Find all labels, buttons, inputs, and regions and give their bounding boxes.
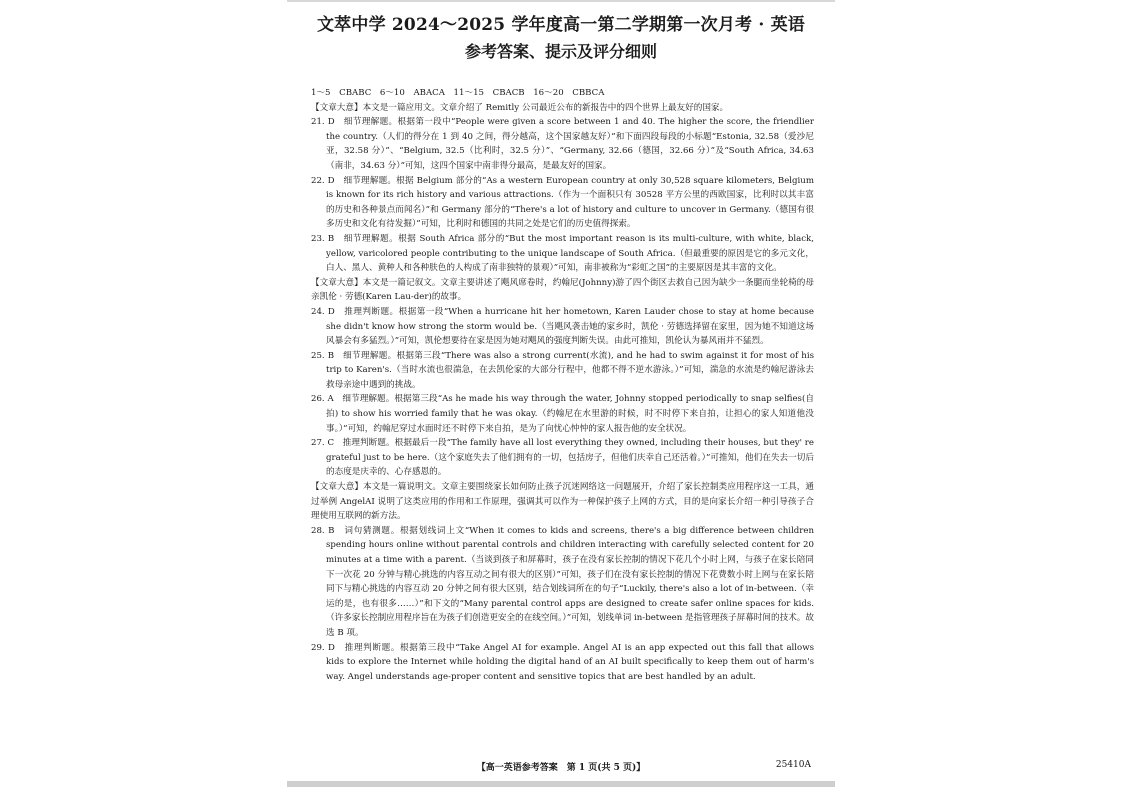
answer-key-line: 1～5 CBABC 6～10 ABACA 11～15 CBACB 16～20 CBBCA [311, 88, 605, 98]
explanation-22: 22. D 细节理解题。根据 Belgium 部分的“As a western European country at only 30,528 square kilometers, Belgium is known for its rich history and various attractions.（作为一个面积只有 30528 平方公里的西欧国家，比利时以其丰富的历史和各种景点而闻名）”和 Germany 部分的“There's a lot of history and culture to uncover in Germany.（德国有很多历史和文化有待发掘）”可知，比利时和德国的共同之处是它们的历史值得探索。 [311, 175, 814, 230]
passage-summary-c: 【文章大意】本文是一篇说明文。文章主要围绕家长如何防止孩子沉迷网络这一问题展开，介绍了家长控制类应用程序这一工具，通过举例 AngelAI 说明了这类应用的作用和工作原理，强调其可以作为一种保护孩子上网的方式，目的是向家长介绍一种引导孩子合理使用互联网的新方法。 [311, 482, 814, 522]
explanation-24: 24. D 推理判断题。根据第一段“When a hurricane hit her hometown, Karen Lauder chose to stay at home because she didn't know how strong the storm would be.（当飓风袭击她的家乡时，凯伦 · 劳德选择留在家里，因为她不知道这场风暴会有多猛烈。）”可知，凯伦想要待在家是因为她对飓风的强度判断失误。由此可推知，凯伦认为暴风雨并不猛烈。 [311, 306, 814, 347]
document-title: 文萃中学 2024～2025 学年度高一第二学期第一次月考 · 英语 [316, 15, 806, 35]
passage-summary-b: 【文章大意】本文是一篇记叙文。文章主要讲述了飓风席卷时，约翰尼(Johnny)游了四个街区去救自己因为缺少一条腿而坐轮椅的母亲凯伦 · 劳德(Karen Lau-der)的故事。 [311, 277, 814, 303]
explanation-25: 25. B 细节理解题。根据第三段“There was also a strong current(水流), and he had to swim against it for most of his trip to Karen's.（当时水流也很湍急，在去凯伦家的大部分行程中，他都不得不逆水游泳。）”可知，湍急的水流是约翰尼游泳去救母亲途中遇到的挑战。 [311, 350, 814, 390]
footer-code: 25410A [775, 760, 811, 770]
document-body [311, 86, 814, 684]
explanation-29: 29. D 推理判断题。根据第三段中“Take Angel AI for example. Angel AI is an app expected out this fall that allows kids to explore the Internet while holding the digital hand of an AI built specifically to keep them out of harm's way. Angel understands age-proper content and sensitive topics that are best handled by an adult. [311, 642, 814, 682]
explanation-26: 26. A 细节理解题。根据第三段“As he made his way through the water, Johnny stopped periodically to snap selfies(自拍) to show his worried family that he was okay.（约翰尼在水里游的时候，时不时停下来自拍，让担心的家人知道他没事。）”可知，约翰尼穿过水面时还不时停下来自拍，是为了向忧心忡忡的家人报告他的安全状况。 [311, 394, 814, 434]
document-subtitle: 参考答案、提示及评分细则 [464, 42, 657, 61]
passage-summary-a: 【文章大意】本文是一篇应用文。文章介绍了 Remitly 公司最近公布的新报告中的四个世界上最友好的国家。 [311, 102, 729, 113]
page-bottom-edge [287, 781, 835, 787]
explanation-28: 28. B 词句猜测题。根据划线词上文“When it comes to kids and screens, there's a big difference between children spending hours online without parental controls and children interacting with carefully selected content for 20 minutes at a time with a parent.（当谈到孩子和屏幕时，孩子在没有家长控制的情况下花几个小时上网，与孩子在家长陪同下一次花 20 分钟与精心挑选的内容互动之间有很大的区别）”可知，孩子们在没有家长控制的情况下花费数小时上网与在家长陪同下与精心挑选的内容互动 20 分钟之间有很大区别，结合划线词所在的句子“Luckily, there's also a lot of in-between.（幸运的是，也有很多……）”和下文的“Many parental control apps are designed to create safer online spaces for kids.（许多家长控制应用程序旨在为孩子们创造更安全的在线空间。）”可知，划线单词 in-between 是指管理孩子屏幕时间的技术。故选 B 项。 [311, 525, 814, 638]
page-top-edge [287, 0, 835, 2]
explanation-27: 27. C 推理判断题。根据最后一段“The family have all lost everything they owned, including their houses, but they' re grateful just to be here.（这个家庭失去了他们拥有的一切，包括房子，但他们庆幸自己还活着。）”可推知，他们在失去一切后的态度是庆幸的、心存感恩的。 [311, 438, 814, 478]
footer-page-label: 【高一英语参考答案 第 1 页(共 5 页)】 [476, 763, 646, 773]
explanation-23: 23. B 细节理解题。根据 South Africa 部分的“But the most important reason is its multi-culture, with white, black, yellow, varicolored people contributing to the unique landscape of South Africa.（但最重要的原因是它的多元文化，白人、黑人、黄种人和各种肤色的人构成了南非独特的景观）”可知，南非被称为“彩虹之国”的主要原因是其丰富的文化。 [311, 233, 814, 274]
explanation-21: 21. D 细节理解题。根据第一段中“People were given a score between 1 and 40. The higher the score, the friendlier the country.（人们的得分在 1 到 40 之间，得分越高，这个国家越友好）”和下面四段每段的小标题“Estonia, 32.58（爱沙尼亚，32.58 分）”、“Belgium, 32.5（比利时，32.5 分）”、“Germany, 32.66（德国，32.66 分）”及“South Africa, 34.63（南非，34.63 分）”可知，这四个国家中南非得分最高，是最友好的国家。 [311, 117, 814, 171]
